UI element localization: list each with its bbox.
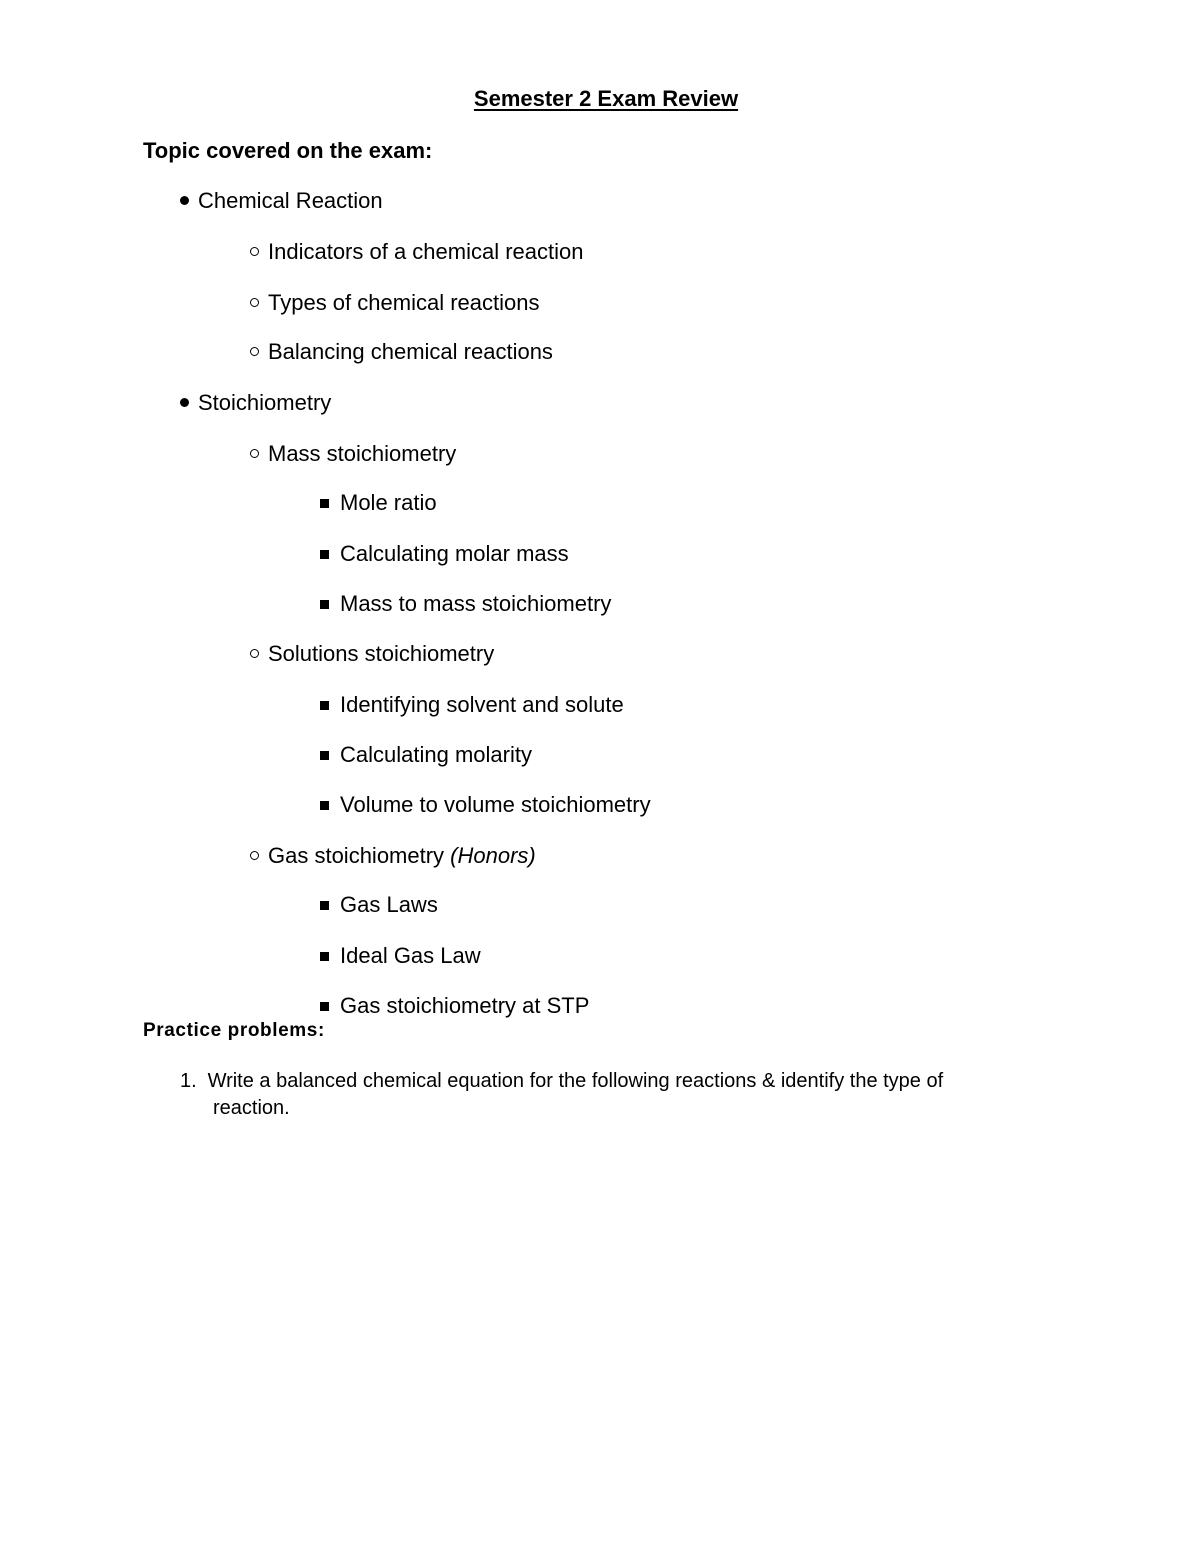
topics-heading: Topic covered on the exam: [143, 138, 433, 163]
practice-heading: Practice problems: [143, 1020, 325, 1041]
item-solvent-solute: Identifying solvent and solute [320, 692, 624, 718]
practice-problem [180, 1068, 1040, 1122]
item-gas-stp: Gas stoichiometry at STP [320, 993, 589, 1019]
subtopic-types: Types of chemical reactions [250, 290, 539, 316]
item-ideal-gas-law: Ideal Gas Law [320, 943, 481, 969]
problem-number: 1. [180, 1070, 197, 1092]
filled-bullet-icon [180, 398, 189, 407]
square-bullet-icon [320, 701, 329, 710]
item-volume-to-volume: Volume to volume stoichiometry [320, 792, 651, 818]
hollow-bullet-icon [250, 449, 259, 458]
topic-stoichiometry: Stoichiometry [180, 390, 331, 416]
square-bullet-icon [320, 751, 329, 760]
problem-text-line1: Write a balanced chemical equation for the following reactions & identify the type of [207, 1070, 944, 1092]
page-title: Semester 2 Exam Review [473, 86, 739, 111]
hollow-bullet-icon [250, 247, 259, 256]
filled-bullet-icon [180, 196, 189, 205]
hollow-bullet-icon [250, 851, 259, 860]
honors-note: (Honors) [450, 843, 536, 868]
subtopic-mass-stoichiometry: Mass stoichiometry [250, 441, 456, 467]
subtopic-indicators: Indicators of a chemical reaction [250, 239, 584, 265]
square-bullet-icon [320, 499, 329, 508]
square-bullet-icon [320, 801, 329, 810]
hollow-bullet-icon [250, 347, 259, 356]
hollow-bullet-icon [250, 649, 259, 658]
item-mole-ratio: Mole ratio [320, 490, 437, 516]
subtopic-gas-stoichiometry: Gas stoichiometry (Honors) [250, 843, 536, 869]
item-molar-mass: Calculating molar mass [320, 541, 569, 567]
hollow-bullet-icon [250, 298, 259, 307]
subtopic-balancing: Balancing chemical reactions [250, 339, 553, 365]
square-bullet-icon [320, 952, 329, 961]
square-bullet-icon [320, 1002, 329, 1011]
item-molarity: Calculating molarity [320, 742, 532, 768]
topic-chemical-reaction: Chemical Reaction [180, 188, 383, 214]
item-gas-laws: Gas Laws [320, 892, 438, 918]
item-mass-to-mass: Mass to mass stoichiometry [320, 591, 611, 617]
square-bullet-icon [320, 901, 329, 910]
problem-text-line2: reaction. [213, 1097, 290, 1119]
subtopic-solutions-stoichiometry: Solutions stoichiometry [250, 641, 494, 667]
square-bullet-icon [320, 600, 329, 609]
square-bullet-icon [320, 550, 329, 559]
